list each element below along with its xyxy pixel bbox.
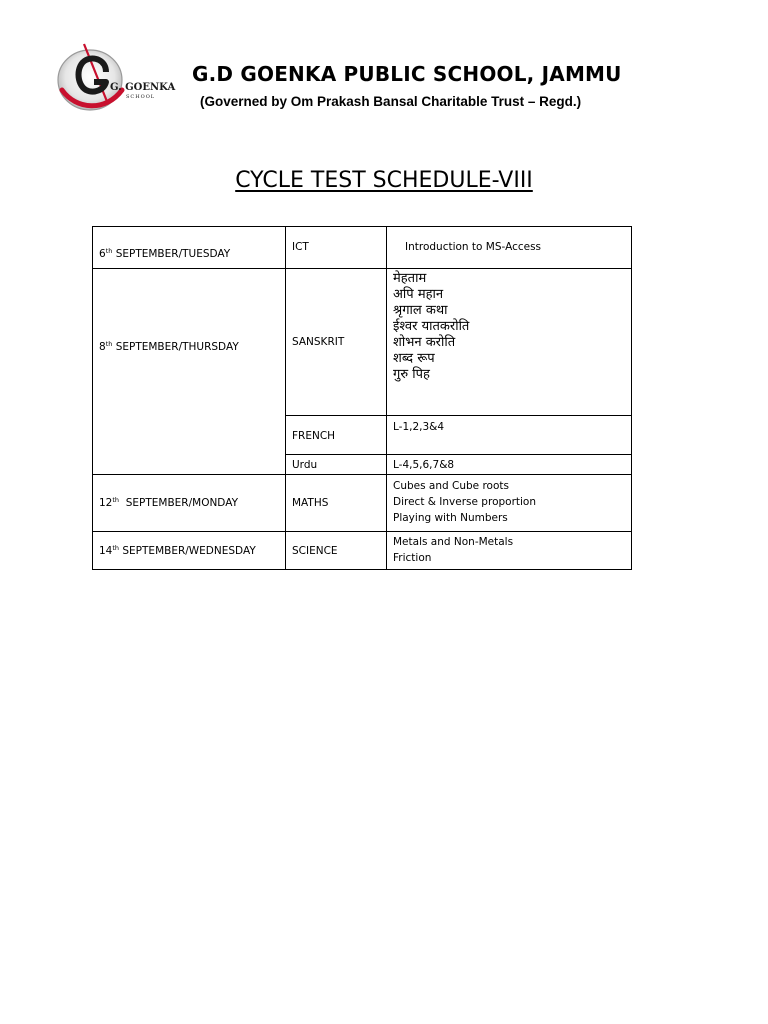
topic-line: शोभन करोति [393, 335, 456, 350]
subject-cell [286, 532, 387, 570]
subject-label: Urdu [292, 458, 318, 471]
topic-line: मेहताम [393, 271, 427, 286]
topic-line: Metals and Non-Metals [393, 536, 514, 548]
date-suffix: th [105, 340, 113, 348]
topic-line: Friction [393, 552, 432, 564]
date-cell [93, 227, 286, 269]
logo-subtext: SCHOOL [126, 94, 156, 100]
schedule-table [92, 226, 632, 570]
date-day: 12 [99, 497, 113, 509]
date-label: SEPTEMBER/THURSDAY [112, 341, 239, 353]
topics-cell [387, 532, 632, 570]
topics-cell [387, 455, 632, 475]
table-row [93, 269, 632, 416]
topic-line: अपि महान [393, 287, 444, 302]
topic-line: शब्द रूप [393, 351, 435, 366]
topic-line: L-4,5,6,7&8 [393, 458, 455, 471]
date-cell [93, 269, 286, 475]
topics-cell [387, 475, 632, 532]
school-name: G.D GOENKA PUBLIC SCHOOL, JAMMU [192, 62, 622, 86]
date-suffix: th [112, 496, 120, 504]
topic-line: L-1,2,3&4 [393, 421, 445, 433]
document-title: CYCLE TEST SCHEDULE-VIII [235, 168, 533, 193]
date-label: SEPTEMBER/TUESDAY [112, 248, 231, 260]
subject-cell [286, 227, 387, 269]
date-day: 8 [99, 341, 106, 353]
table-row [93, 532, 632, 570]
topic-line: गुरु पिह [393, 367, 430, 382]
table-row [93, 475, 632, 532]
school-logo [48, 40, 178, 116]
subject-cell [286, 455, 387, 475]
topic-line: Cubes and Cube roots [393, 480, 509, 492]
subject-label: SANSKRIT [292, 336, 345, 348]
subject-label: MATHS [292, 497, 329, 509]
topics-cell [387, 416, 632, 455]
subject-label: SCIENCE [292, 544, 338, 557]
date-cell [93, 532, 286, 570]
date-label: SEPTEMBER/MONDAY [119, 497, 238, 509]
subject-label: ICT [292, 241, 309, 253]
subject-cell [286, 416, 387, 455]
topics-cell [387, 269, 632, 416]
subject-cell [286, 475, 387, 532]
topic-line: ईश्वर यातकरोति [393, 319, 470, 334]
trust-line: (Governed by Om Prakash Bansal Charitable Trust – Regd.) [200, 94, 582, 109]
subject-cell [286, 269, 387, 416]
table-row [93, 227, 632, 269]
topic-line: श्रृगाल कथा [393, 303, 448, 318]
date-day: 14 [99, 544, 113, 557]
topic-line: Introduction to MS-Access [405, 241, 542, 253]
topics-cell [387, 227, 632, 269]
date-label: SEPTEMBER/WEDNESDAY [119, 544, 256, 557]
topic-line: Direct & Inverse proportion [393, 496, 537, 508]
date-suffix: th [105, 247, 113, 255]
logo-text: G. GOENKA [110, 82, 176, 93]
date-cell [93, 475, 286, 532]
date-suffix: th [112, 543, 120, 552]
topic-line: Playing with Numbers [393, 512, 508, 524]
date-day: 6 [99, 248, 106, 260]
subject-label: FRENCH [292, 430, 336, 442]
